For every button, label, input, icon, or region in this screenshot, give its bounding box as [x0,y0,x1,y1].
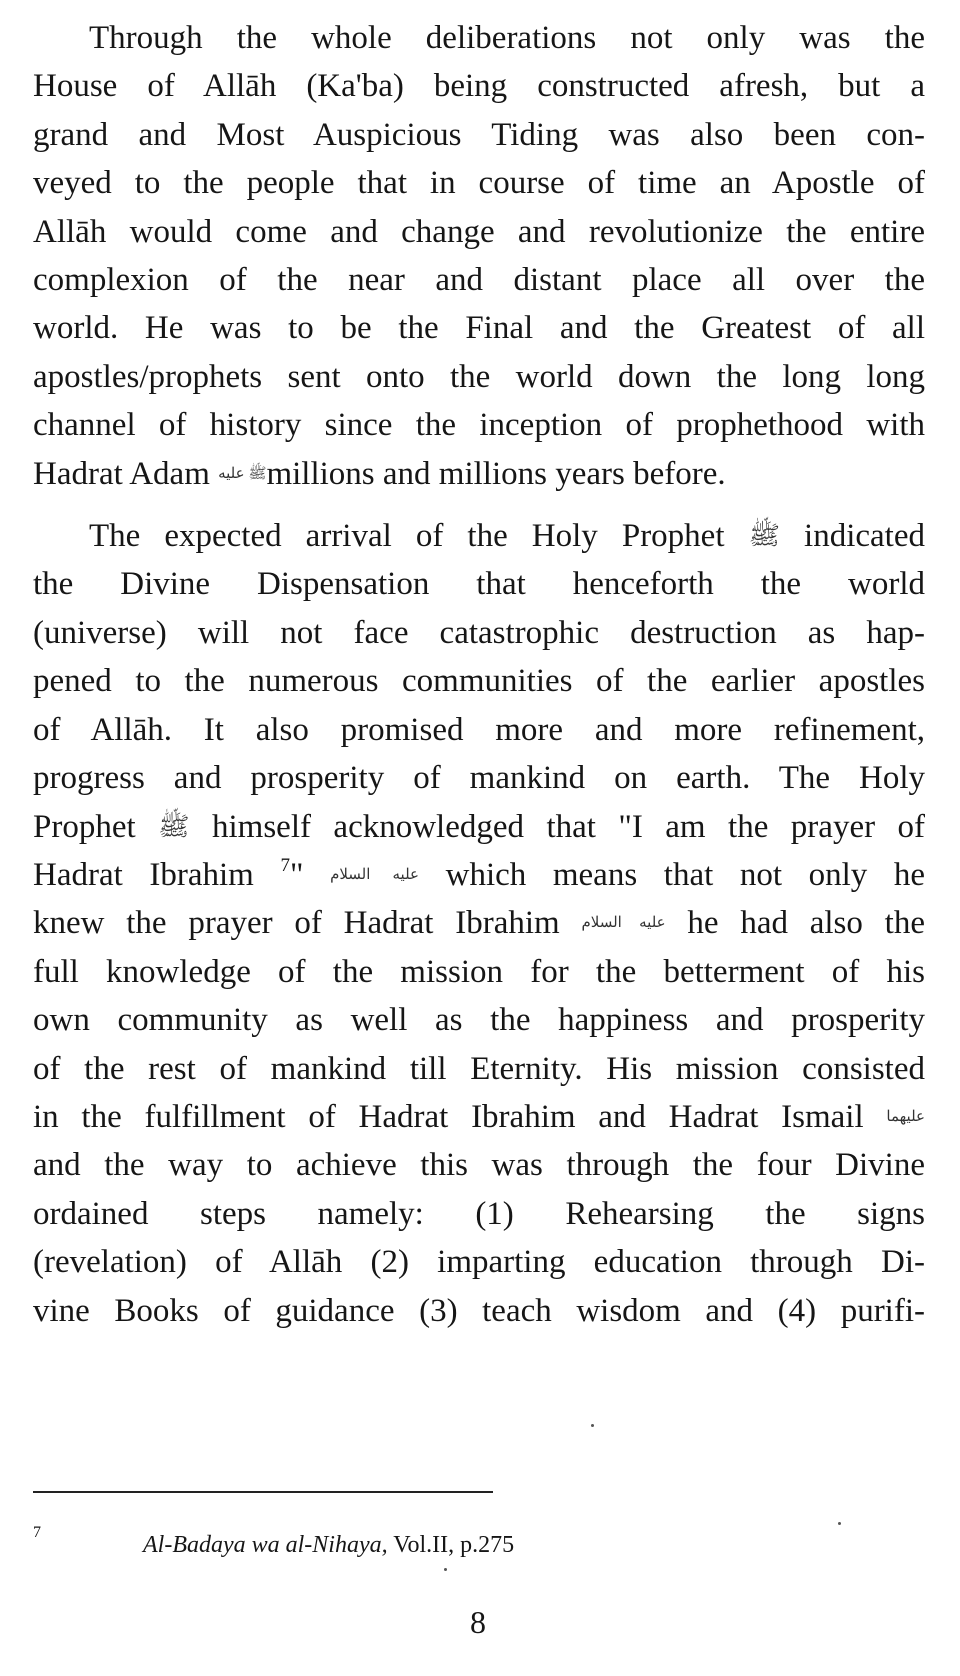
text-line: of Allāh. It also promised more and more refinement, [33,711,925,748]
scan-speck [838,1522,841,1525]
text-line: the Divine Dispensation that henceforth the world [33,566,925,603]
text-line: and the way to achieve this was through the four Divine [33,1147,925,1184]
text-line [33,1093,925,1141]
text-segment: knew the prayer of Hadrat Ibrahim [33,905,560,942]
text-line: ordained steps namely: (1) Rehearsing the signs [33,1195,925,1232]
text-line: pened to the numerous communities of the earlier apostles [33,663,925,700]
text-segment: himself acknowledged that "I am the prayer of [212,808,926,845]
page-number: 8 [470,1604,486,1640]
text-line: House of Allāh (Ka'ba) being constructed afresh, but a [33,68,925,105]
text-segment: indicated [804,518,925,555]
scan-speck [591,1424,594,1427]
honorific-glyph: عليهما [886,1108,925,1125]
text-segment: Hadrat Adam [33,455,210,492]
pbuh-glyph: ﷺ [748,521,780,551]
text-line: complexion of the near and distant place all over the [33,262,925,299]
footnote-citation: Vol.II, p.275 [387,1532,515,1558]
text-line: of the rest of mankind till Eternity. His mission consisted [33,1050,925,1087]
footnote-ref[interactable]: 7 [280,854,290,876]
text-line: world. He was to be the Final and the Greatest of all [33,310,925,347]
text-line: (universe) will not face catastrophic destruction as hap- [33,614,925,651]
honorific-glyph: عليه السلام [581,915,666,932]
footnote-number: 7 [33,1524,41,1541]
page-body [33,14,925,1335]
pbuh-glyph: ﷺ [158,811,190,841]
paragraph-1 [33,14,925,498]
text-line: full knowledge of the mission for the betterment of his [33,953,925,990]
paragraph-2 [33,512,925,1335]
text-line [33,851,925,899]
text-line [33,450,925,498]
footnote-text [143,1532,514,1559]
text-line: grand and Most Auspicious Tiding was also been con- [33,116,925,153]
text-line: veyed to the people that in course of time an Apostle of [33,165,925,202]
text-line: vine Books of guidance (3) teach wisdom and (4) purifi- [33,1292,925,1329]
text-line: progress and prosperity of mankind on earth. The Holy [33,760,925,797]
honorific-glyph: ﷺ عليه [218,465,267,482]
honorific-glyph: عليه السلام [330,866,420,883]
text-line: apostles/prophets sent onto the world down the long long [33,358,925,395]
text-segment: Prophet [33,808,136,845]
text-line [33,899,925,947]
text-line [33,512,925,560]
text-line [33,803,925,851]
text-segment: in the fulfillment of Hadrat Ibrahim and Hadrat Ismail [33,1098,864,1135]
footnote-title: Al-Badaya wa al-Nihaya, [143,1532,388,1558]
footnote-rule [33,1491,493,1493]
text-segment: which means that not only he [445,856,926,893]
text-line: channel of history since the inception of prophethood with [33,407,925,444]
text-line: Through the whole deliberations not only was the [89,20,925,56]
text-segment: The expected arrival of the Holy Prophet [89,518,725,555]
text-segment: millions and millions years before. [266,455,726,492]
text-segment: Hadrat Ibrahim [33,856,254,893]
text-segment: he had also the [687,905,925,942]
text-line: own community as well as the happiness and prosperity [33,1002,925,1039]
text-segment: " [289,856,304,893]
text-line: (revelation) of Allāh (2) imparting education through Di- [33,1244,925,1281]
scan-speck [444,1568,447,1571]
text-line: Allāh would come and change and revolutionize the entire [33,213,925,250]
